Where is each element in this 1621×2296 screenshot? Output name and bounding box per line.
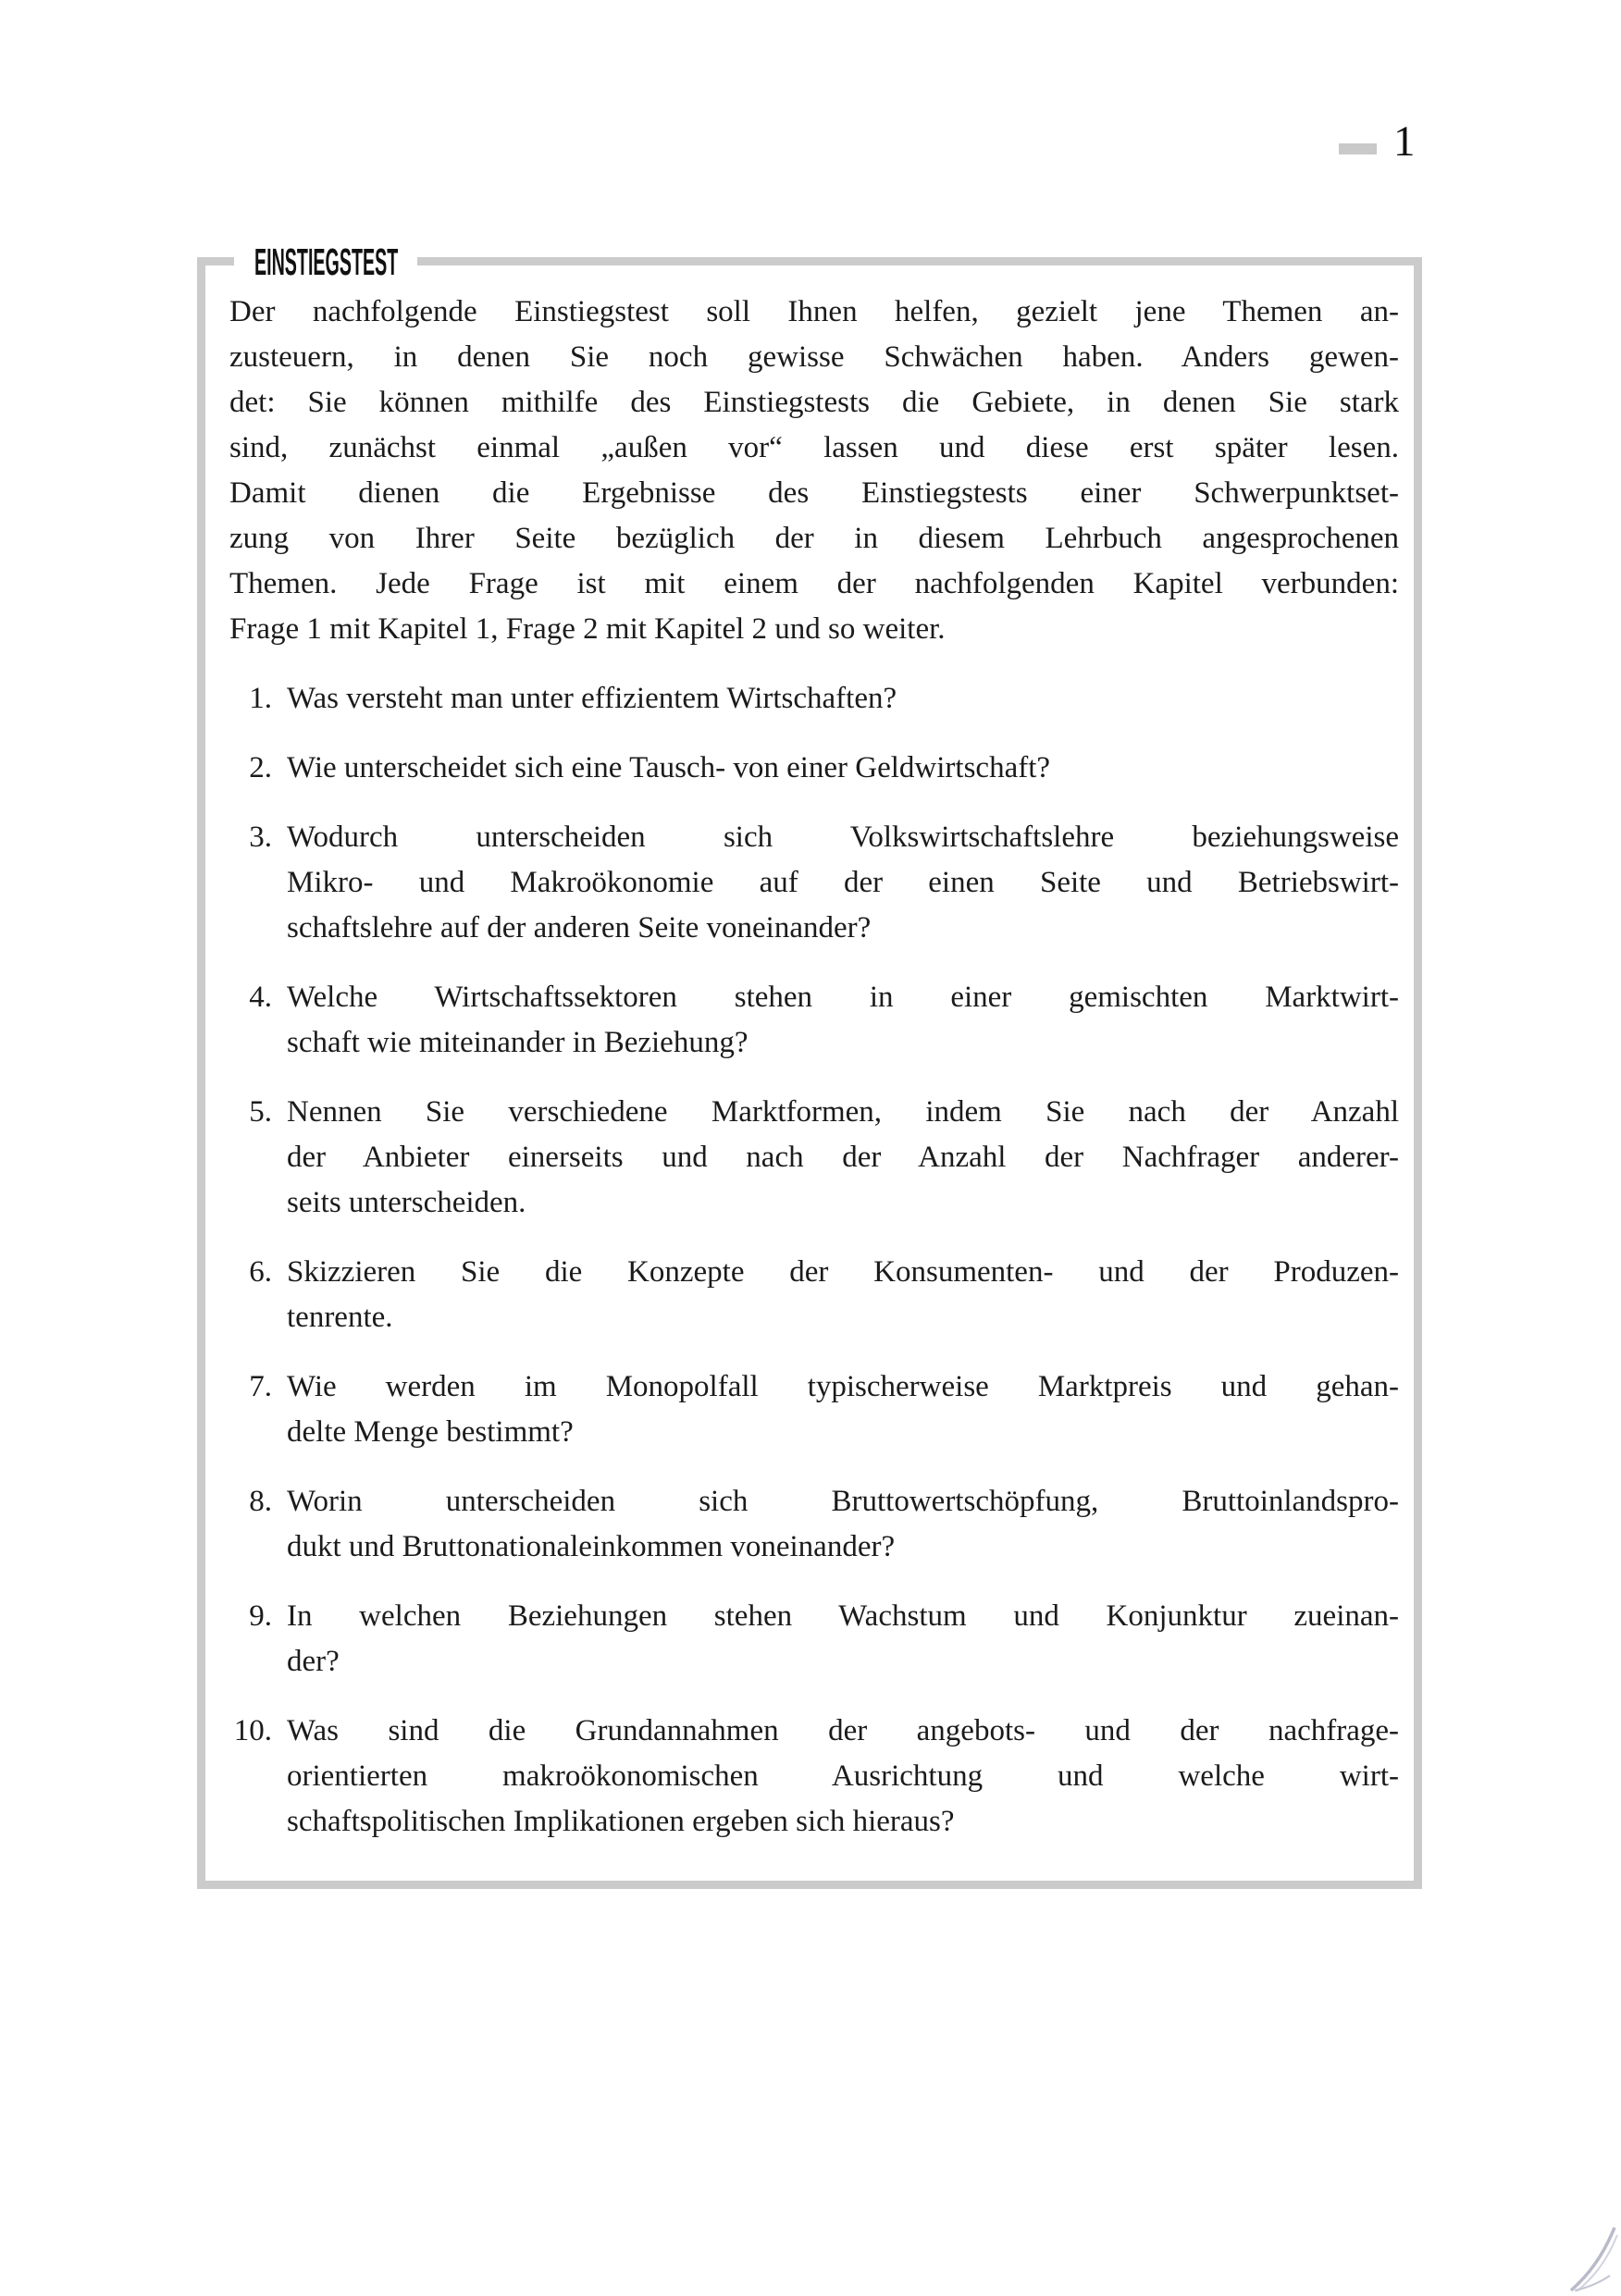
question-number: 4.: [249, 981, 272, 1014]
text-line: Wie unterscheidet sich eine Tausch- von einer Geldwirtschaft?: [287, 751, 1051, 784]
question-number: 10.: [233, 1714, 272, 1747]
text-line: schaftspolitischen Implikationen ergeben sich hieraus?: [287, 1805, 955, 1838]
text-line: Der nachfolgende Einstiegstest soll Ihnen helfen, gezielt jene Themen an-: [229, 295, 1399, 328]
question-item: [229, 1250, 1399, 1340]
question-text: [287, 746, 1399, 791]
text-line: tenrente.: [287, 1301, 393, 1334]
text-line: Worin unterscheiden sich Bruttowertschöpfung, Bruttoinlandspro-: [287, 1485, 1399, 1518]
text-line: Skizzieren Sie die Konzepte der Konsumenten- und der Produzen-: [287, 1255, 1399, 1289]
text-line: In welchen Beziehungen stehen Wachstum und Konjunktur zueinan-: [287, 1599, 1399, 1633]
question-item: [229, 1709, 1399, 1845]
question-item: [229, 975, 1399, 1066]
test-box-header: [234, 241, 417, 283]
question-number: 3.: [249, 821, 272, 854]
question-item: [229, 1364, 1399, 1455]
question-text: [287, 1090, 1399, 1226]
text-line: seits unterscheiden.: [287, 1186, 526, 1219]
text-line: Mikro- und Makroökonomie auf der einen Seite und Betriebswirt-: [287, 866, 1399, 899]
question-number: 6.: [249, 1255, 272, 1289]
text-line: Damit dienen die Ergebnisse des Einstiegstests einer Schwerpunktset-: [229, 476, 1399, 510]
question-item: [229, 1479, 1399, 1570]
text-line: sind, zunächst einmal „außen vor“ lassen und diese erst später lesen.: [229, 431, 1399, 464]
question-text: [287, 1479, 1399, 1570]
text-line: Wie werden im Monopolfall typischerweise Marktpreis und gehan-: [287, 1370, 1399, 1403]
text-line: Nennen Sie verschiedene Marktformen, indem Sie nach der Anzahl: [287, 1095, 1399, 1129]
text-line: dukt und Bruttonationaleinkommen voneinander?: [287, 1530, 896, 1563]
question-item: [229, 815, 1399, 951]
text-line: Welche Wirtschaftssektoren stehen in einer gemischten Marktwirt-: [287, 981, 1399, 1014]
page-number: 1: [1393, 117, 1416, 166]
question-number: 1.: [249, 682, 272, 715]
question-text: [287, 1594, 1399, 1685]
question-item: [229, 746, 1399, 791]
page-curl-icon: [1564, 2220, 1619, 2294]
question-text: [287, 1364, 1399, 1455]
question-item: [229, 1594, 1399, 1685]
text-line: Wodurch unterscheiden sich Volkswirtschaftslehre beziehungsweise: [287, 821, 1399, 854]
text-line: Was versteht man unter effizientem Wirtschaften?: [287, 682, 897, 715]
questions-list: [229, 676, 1399, 1845]
text-line: Themen. Jede Frage ist mit einem der nachfolgenden Kapitel verbunden:: [229, 567, 1399, 600]
question-item: [229, 676, 1399, 722]
question-text: [287, 975, 1399, 1066]
text-line: zung von Ihrer Seite bezüglich der in diesem Lehrbuch angesprochenen: [229, 522, 1399, 555]
text-line: der Anbieter einerseits und nach der Anzahl der Nachfrager anderer-: [287, 1141, 1399, 1174]
text-line: schaftslehre auf der anderen Seite voneinander?: [287, 911, 872, 944]
text-line: Frage 1 mit Kapitel 1, Frage 2 mit Kapitel 2 und so weiter.: [229, 612, 946, 646]
text-line: det: Sie können mithilfe des Einstiegstests die Gebiete, in denen Sie stark: [229, 386, 1399, 419]
test-box-title: EINSTIEGSTEST: [254, 240, 399, 283]
page-number-dash: [1339, 143, 1377, 154]
text-line: der?: [287, 1645, 340, 1678]
question-text: [287, 1709, 1399, 1845]
intro-paragraph: [229, 290, 1399, 652]
text-line: Was sind die Grundannahmen der angebots- und der nachfrage-: [287, 1714, 1399, 1747]
text-line: zusteuern, in denen Sie noch gewisse Schwächen haben. Anders gewen-: [229, 340, 1399, 374]
question-text: [287, 1250, 1399, 1340]
text-line: delte Menge bestimmt?: [287, 1415, 574, 1449]
text-line: orientierten makroökonomischen Ausrichtung und welche wirt-: [287, 1759, 1399, 1793]
question-item: [229, 1090, 1399, 1226]
question-number: 5.: [249, 1095, 272, 1129]
question-number: 8.: [249, 1485, 272, 1518]
question-number: 2.: [249, 751, 272, 784]
question-text: [287, 676, 1399, 722]
einstiegstest-box: [197, 240, 1422, 1889]
text-line: schaft wie miteinander in Beziehung?: [287, 1026, 749, 1059]
question-number: 7.: [249, 1370, 272, 1403]
question-text: [287, 815, 1399, 951]
question-number: 9.: [249, 1599, 272, 1633]
